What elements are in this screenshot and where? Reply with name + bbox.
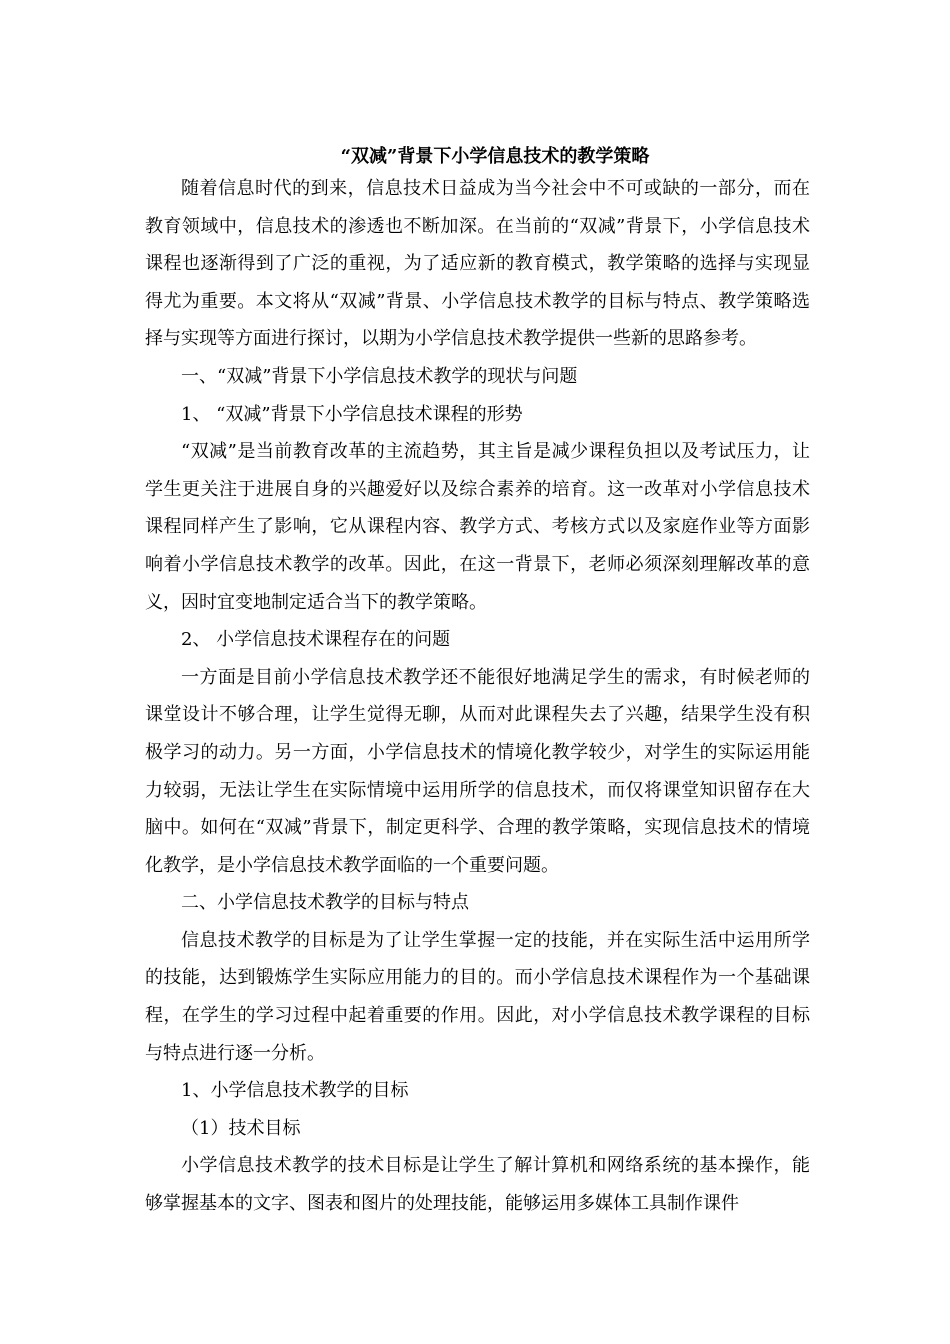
paragraph-intro: 随着信息时代的到来，信息技术日益成为当今社会中不可或缺的一部分，而在教育领域中，信息技术的渗透也不断加深。在当前的“双减”背景下，小学信息技术课程也逐渐得到了广泛的重视，为了适应新的教育模式，教学策略的选择与实现显得尤为重要。本文将从“双减”背景、小学信息技术教学的目标与特点、教学策略选择与实现等方面进行探讨，以期为小学信息技术教学提供一些新的思路参考。 — [145, 178, 810, 350]
sub-subsection-heading-technical-goal: （1）技术目标 — [181, 1117, 301, 1139]
section-heading-1: 一、“双减”背景下小学信息技术教学的现状与问题 — [181, 365, 578, 387]
document-title: “双减”背景下小学信息技术的教学策略 — [340, 146, 650, 167]
subsection-heading-1-1: 1、 “双减”背景下小学信息技术课程的形势 — [181, 403, 523, 425]
paragraph-course-problems: 一方面是目前小学信息技术教学还不能很好地满足学生的需求，有时候老师的课堂设计不够合理，让学生觉得无聊，从而对此课程失去了兴趣，结果学生没有积极学习的动力。另一方面，小学信息技术的情境化教学较少，对学生的实际运用能力较弱，无法让学生在实际情境中运用所学的信息技术，而仅将课堂知识留存在大脑中。如何在“双减”背景下，制定更科学、合理的教学策略，实现信息技术的情境化教学，是小学信息技术教学面临的一个重要问题。 — [145, 666, 810, 876]
paragraph-technical-goal: 小学信息技术教学的技术目标是让学生了解计算机和网络系统的基本操作，能够掌握基本的文字、图表和图片的处理技能，能够运用多媒体工具制作课件 — [145, 1155, 810, 1215]
paragraph-teaching-goals: 信息技术教学的目标是为了让学生掌握一定的技能，并在实际生活中运用所学的技能，达到锻炼学生实际应用能力的目的。而小学信息技术课程作为一个基础课程，在学生的学习过程中起着重要的作用。因此，对小学信息技术教学课程的目标与特点进行逐一分析。 — [145, 929, 810, 1064]
document-body — [145, 170, 810, 1223]
subsection-heading-1-2: 2、 小学信息技术课程存在的问题 — [181, 629, 451, 651]
subsection-heading-2-1: 1、小学信息技术教学的目标 — [181, 1080, 409, 1102]
section-heading-2: 二、小学信息技术教学的目标与特点 — [181, 892, 469, 914]
paragraph-double-reduction-trend: “双减”是当前教育改革的主流趋势，其主旨是减少课程负担以及考试压力，让学生更关注于进展自身的兴趣爱好以及综合素养的培育。这一改革对小学信息技术课程同样产生了影响，它从课程内容、教学方式、考核方式以及家庭作业等方面影响着小学信息技术教学的改革。因此，在这一背景下，老师必须深刻理解改革的意义，因时宜变地制定适合当下的教学策略。 — [145, 441, 810, 613]
